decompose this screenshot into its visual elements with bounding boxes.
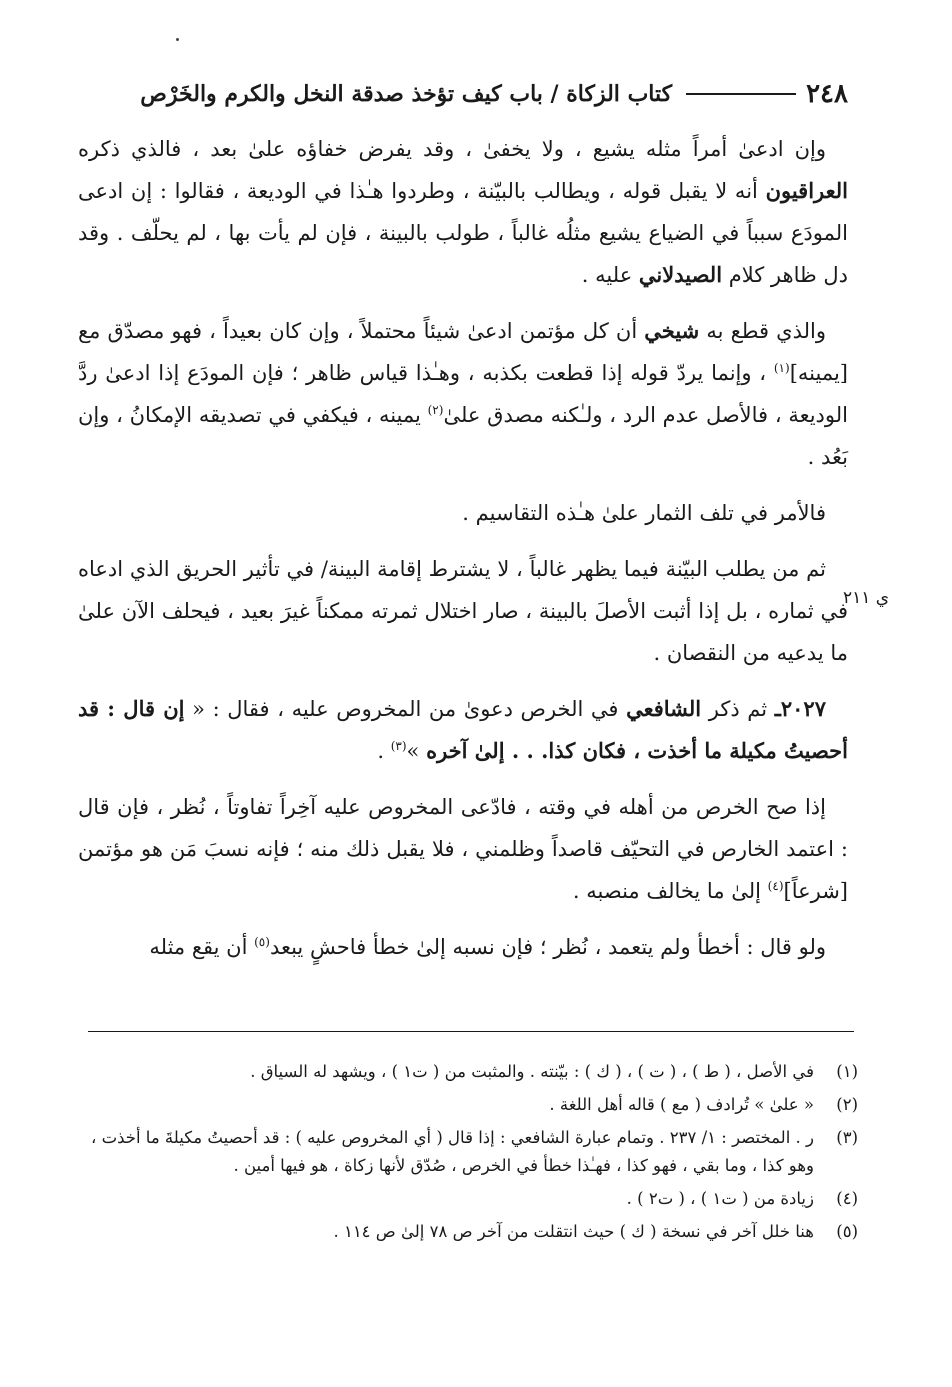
bold-name: شيخي	[644, 318, 700, 343]
paragraph: ثم من يطلب البيّنة فيما يظهر غالباً ، لا يشترط إقامة البينة/ في تأثير الحريق الذي ادعاه في ثماره ، بل إذا أثبت الأصلَ بالبينة ، صار اختلال ثمرته ممكناً غيرَ بعيد ، فيحلف الآن علىٰ ما يدعيه من النقصان .	[78, 557, 848, 665]
quoted-text: إن قال : قد أحصيتُ مكيلة ما أخذت ، فكان كذا. . . إلىٰ آخره	[78, 696, 848, 763]
footnote-text: « علىٰ » تُرادف ( مع ) قاله أهل اللغة .	[549, 1095, 814, 1114]
main-text	[78, 128, 848, 982]
footnote-number: (٢)	[836, 1095, 858, 1114]
chapter-title: كتاب الزكاة / باب كيف تؤخذ صدقة النخل والكرم والخَرْص	[140, 81, 673, 107]
footnote	[88, 1091, 858, 1119]
footnote	[88, 1058, 858, 1086]
footnote-ref: (٣)	[390, 739, 407, 753]
paragraph: فالأمر في تلف الثمار علىٰ هـٰذه التقاسيم .	[462, 501, 826, 525]
bold-name: الصيدلاني	[638, 262, 723, 287]
footnotes	[88, 1058, 858, 1251]
footnote-text: هنا خلل آخر في نسخة ( ك ) حيث انتقلت من آخر ص ٧٨ إلىٰ ص ١١٤ .	[333, 1222, 814, 1241]
footnote	[88, 1218, 858, 1246]
page-number: ٢٤٨	[806, 79, 848, 109]
footnote-text: في الأصل ، ( ط ) ، ( ت ) ، ( ك ) : بيّنته . والمثبت من ( ت١ ) ، ويشهد له السياق .	[250, 1062, 814, 1081]
footnote-ref: (٢)	[427, 403, 444, 417]
bold-name: الشافعي	[626, 696, 702, 721]
bold-name: العراقيون	[765, 178, 848, 203]
footnote	[88, 1185, 858, 1213]
header-rule	[686, 93, 796, 95]
running-header	[78, 72, 848, 116]
footnote-number: (٣)	[836, 1128, 858, 1147]
footnote-number: (٥)	[836, 1222, 858, 1241]
footnote-ref: (٥)	[254, 935, 270, 949]
numbered-paragraph: ٢٠٢٧ـ ثم ذكر الشافعي في الخرص دعوىٰ من المخروص عليه ، فقال : « إن قال : قد أحصيتُ مكيلة ما أخذت ، فكان كذا. . . إلىٰ آخره »$^{(٣)}$ .	[78, 696, 848, 763]
manuscript-page-marker: ي ٢١١	[842, 588, 890, 608]
footnote-ref: (٤)	[767, 879, 784, 893]
scan-speck	[176, 38, 179, 41]
footnote-text: ر . المختصر : ١/ ٢٣٧ . وتمام عبارة الشافعي : إذا قال ( أي المخروص عليه ) : قد أحصيتُ مكيلةَ ما أخذت ، وهو كذا ، وما بقي ، فهو كذا ، فهـٰذا خطأ في الخرص ، صُدّق لأنها زكاة ، هو فيها أمين .	[91, 1128, 814, 1175]
paragraph: إذا صح الخرص من أهله في وقته ، فادّعى المخروص عليه آخِراً تفاوتاً ، نُظر ، فإن قال : اعتمد الخارص في التحيّف قاصداً وظلمني ، فلا يقبل ذلك منه ؛ فإنه نسبَ مَن هو مؤتمن [شرعاً]$^{(٤)}$ إلىٰ ما يخالف منصبه .	[78, 795, 848, 903]
footnote-separator	[88, 1031, 854, 1032]
paragraph-number: ٢٠٢٧ـ	[774, 696, 826, 721]
paragraph: والذي قطع به شيخي أن كل مؤتمن ادعىٰ شيئاً محتملاً ، وإن كان بعيداً ، فهو مصدّق مع [يمينه]$^{(١)}$ ، وإنما يردّ قوله إذا قطعت بكذبه ، وهـٰذا قياس ظاهر ؛ فإن المودَع إذا ادعىٰ ردَّ الوديعة ، فالأصل عدم الرد ، ولـٰكنه مصدق علىٰ$^{(٢)}$ يمينه ، فيكفي في تصديقه الإمكانُ ، وإن بَعُد .	[78, 318, 848, 469]
footnote-number: (١)	[836, 1062, 858, 1081]
paragraph: وإن ادعىٰ أمراً مثله يشيع ، ولا يخفىٰ ، وقد يفرض خفاؤه علىٰ بعد ، فالذي ذكره العراقيون أنه لا يقبل قوله ، ويطالب بالبيّنة ، وطردوا هـٰذا في الوديعة ، فقالوا : إن ادعى المودَع سبباً في الضياع يشيع مثلُه غالباً ، طولب بالبينة ، فإن لم يأت بها ، لم يحلّف . وقد دل ظاهر كلام الصيدلاني عليه .	[78, 137, 848, 287]
footnote	[88, 1124, 858, 1180]
paragraph: ولو قال : أخطأ ولم يتعمد ، نُظر ؛ فإن نسبه إلىٰ خطأ فاحشٍ يبعد$^{(٥)}$ أن يقع مثله	[149, 935, 826, 959]
footnote-ref: (١)	[773, 361, 790, 375]
footnote-text: زيادة من ( ت١ ) ، ( ت٢ ) .	[626, 1189, 814, 1208]
footnote-number: (٤)	[836, 1189, 858, 1208]
